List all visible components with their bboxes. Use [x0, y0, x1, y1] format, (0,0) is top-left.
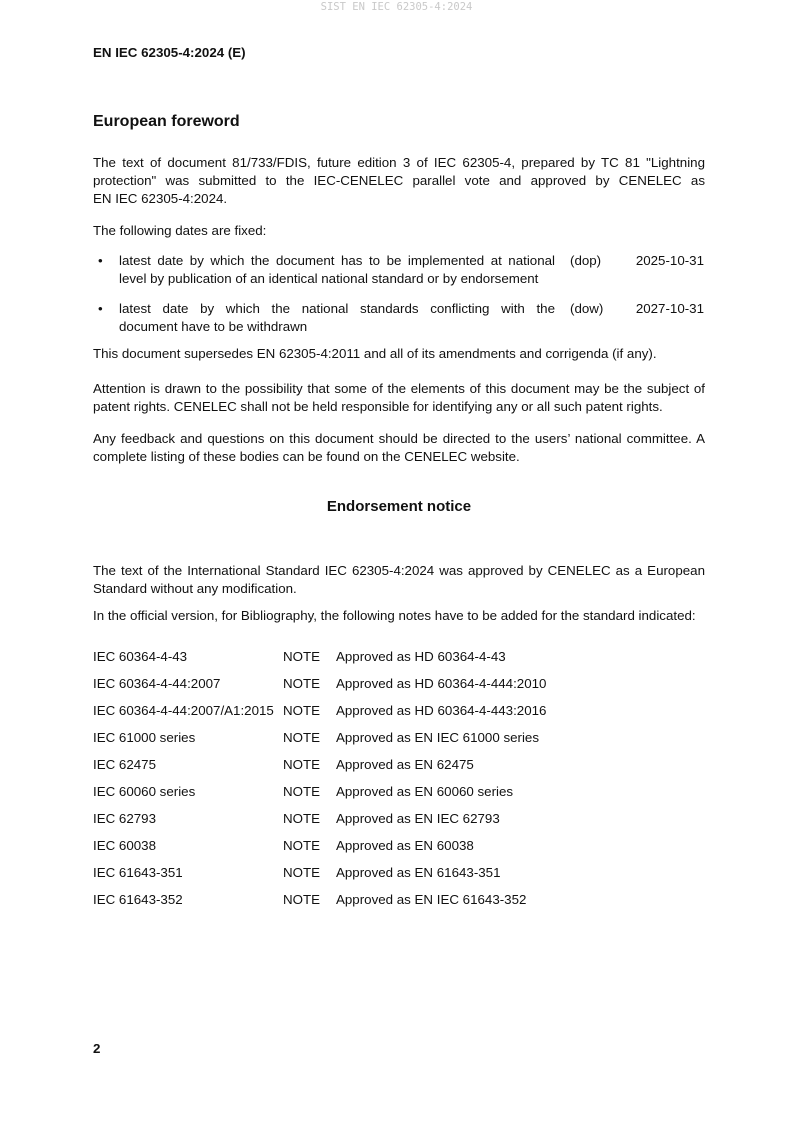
paragraph-attention: [93, 380, 705, 416]
note-label: NOTE: [283, 838, 321, 853]
note-row: [93, 756, 705, 783]
paragraph-endorsement-text: [93, 562, 705, 598]
text-line: Attention is drawn to the possibility that some of the elements of this document may be the subject of: [93, 381, 705, 396]
document-reference: EN IEC 62305-4:2024 (E): [93, 45, 246, 60]
note-standard: IEC 60364-4-43: [93, 649, 188, 664]
note-standard: IEC 61000 series: [93, 730, 196, 745]
note-label: NOTE: [283, 892, 321, 907]
text-line: EN IEC 62305-4:2024.: [93, 191, 228, 206]
text-line: In the official version, for Bibliography, the following notes have to be added for the standard indicated:: [93, 608, 696, 623]
bullet-description: [119, 252, 555, 288]
note-standard: IEC 60060 series: [93, 784, 196, 799]
note-label: NOTE: [283, 865, 321, 880]
note-label: NOTE: [283, 649, 321, 664]
note-row: [93, 837, 705, 864]
note-row: [93, 675, 705, 702]
text-line: level by publication of an identical national standard or by endorsement: [119, 271, 539, 286]
text-line: Standard without any modification.: [93, 581, 297, 596]
paragraph-dates-intro: [93, 222, 705, 240]
text-line: This document supersedes EN 62305-4:2011 and all of its amendments and corrigenda (if any).: [93, 346, 657, 361]
note-label: NOTE: [283, 730, 321, 745]
note-standard: IEC 60038: [93, 838, 156, 853]
note-approval: Approved as HD 60364-4-43: [336, 649, 506, 664]
note-row: [93, 702, 705, 729]
note-standard: IEC 62793: [93, 811, 156, 826]
foreword-title: European foreword: [93, 113, 240, 130]
text-line: The text of document 81/733/FDIS, future edition 3 of IEC 62305-4, prepared by TC 81 "Lightning: [93, 155, 705, 170]
note-approval: Approved as EN 61643-351: [336, 865, 501, 880]
paragraph-official-version: [93, 607, 705, 625]
note-label: NOTE: [283, 757, 321, 772]
text-line: latest date by which the national standards conflicting with the: [119, 301, 555, 316]
bullet-marker: •: [98, 253, 103, 268]
paragraph-document-text: [93, 154, 705, 208]
note-standard: IEC 60364-4-44:2007: [93, 676, 221, 691]
note-row: [93, 891, 705, 918]
note-label: NOTE: [283, 811, 321, 826]
note-approval: Approved as EN IEC 61000 series: [336, 730, 539, 745]
note-approval: Approved as EN 62475: [336, 757, 474, 772]
endorsement-title: Endorsement notice: [326, 498, 472, 515]
text-line: complete listing of these bodies can be found on the CENELEC website.: [93, 449, 520, 464]
note-row: [93, 864, 705, 891]
dow-date: 2027-10-31: [635, 301, 704, 316]
paragraph-feedback: [93, 430, 705, 466]
note-standard: IEC 62475: [93, 757, 156, 772]
bullet-description: [119, 300, 555, 336]
note-approval: Approved as EN IEC 62793: [336, 811, 500, 826]
note-approval: Approved as HD 60364-4-443:2016: [336, 703, 547, 718]
note-standard: IEC 60364-4-44:2007/A1:2015: [93, 703, 274, 718]
note-row: [93, 783, 705, 810]
note-approval: Approved as EN IEC 61643-352: [336, 892, 527, 907]
dop-code: (dop): [570, 253, 602, 268]
bullet-item-dow: [93, 300, 705, 340]
bullet-item-dop: [93, 252, 705, 292]
note-label: NOTE: [283, 703, 321, 718]
note-row: [93, 729, 705, 756]
text-line: The text of the International Standard IEC 62305-4:2024 was approved by CENELEC as a European: [93, 563, 705, 578]
note-label: NOTE: [283, 784, 321, 799]
paragraph-supersedes: [93, 345, 705, 363]
dop-date: 2025-10-31: [635, 253, 704, 268]
text-line: latest date by which the document has to be implemented at national: [119, 253, 555, 268]
note-row: [93, 810, 705, 837]
page-number: 2: [93, 1041, 101, 1056]
text-line: protection" was submitted to the IEC-CENELEC parallel vote and approved by CENELEC as: [93, 173, 705, 188]
watermark: SIST EN IEC 62305-4:2024: [320, 1, 473, 13]
note-approval: Approved as EN 60060 series: [336, 784, 514, 799]
text-line: Any feedback and questions on this document should be directed to the users’ national committee. A: [93, 431, 705, 446]
note-approval: Approved as HD 60364-4-444:2010: [336, 676, 547, 691]
note-row: [93, 648, 705, 675]
note-standard: IEC 61643-351: [93, 865, 183, 880]
text-line: document have to be withdrawn: [119, 319, 308, 334]
note-approval: Approved as EN 60038: [336, 838, 474, 853]
note-label: NOTE: [283, 676, 321, 691]
notes-table: [93, 648, 705, 918]
note-standard: IEC 61643-352: [93, 892, 183, 907]
dow-code: (dow): [570, 301, 604, 316]
bullet-marker: •: [98, 301, 103, 316]
text-line: The following dates are fixed:: [93, 223, 267, 238]
text-line: patent rights. CENELEC shall not be held responsible for identifying any or all such patent rights.: [93, 399, 663, 414]
